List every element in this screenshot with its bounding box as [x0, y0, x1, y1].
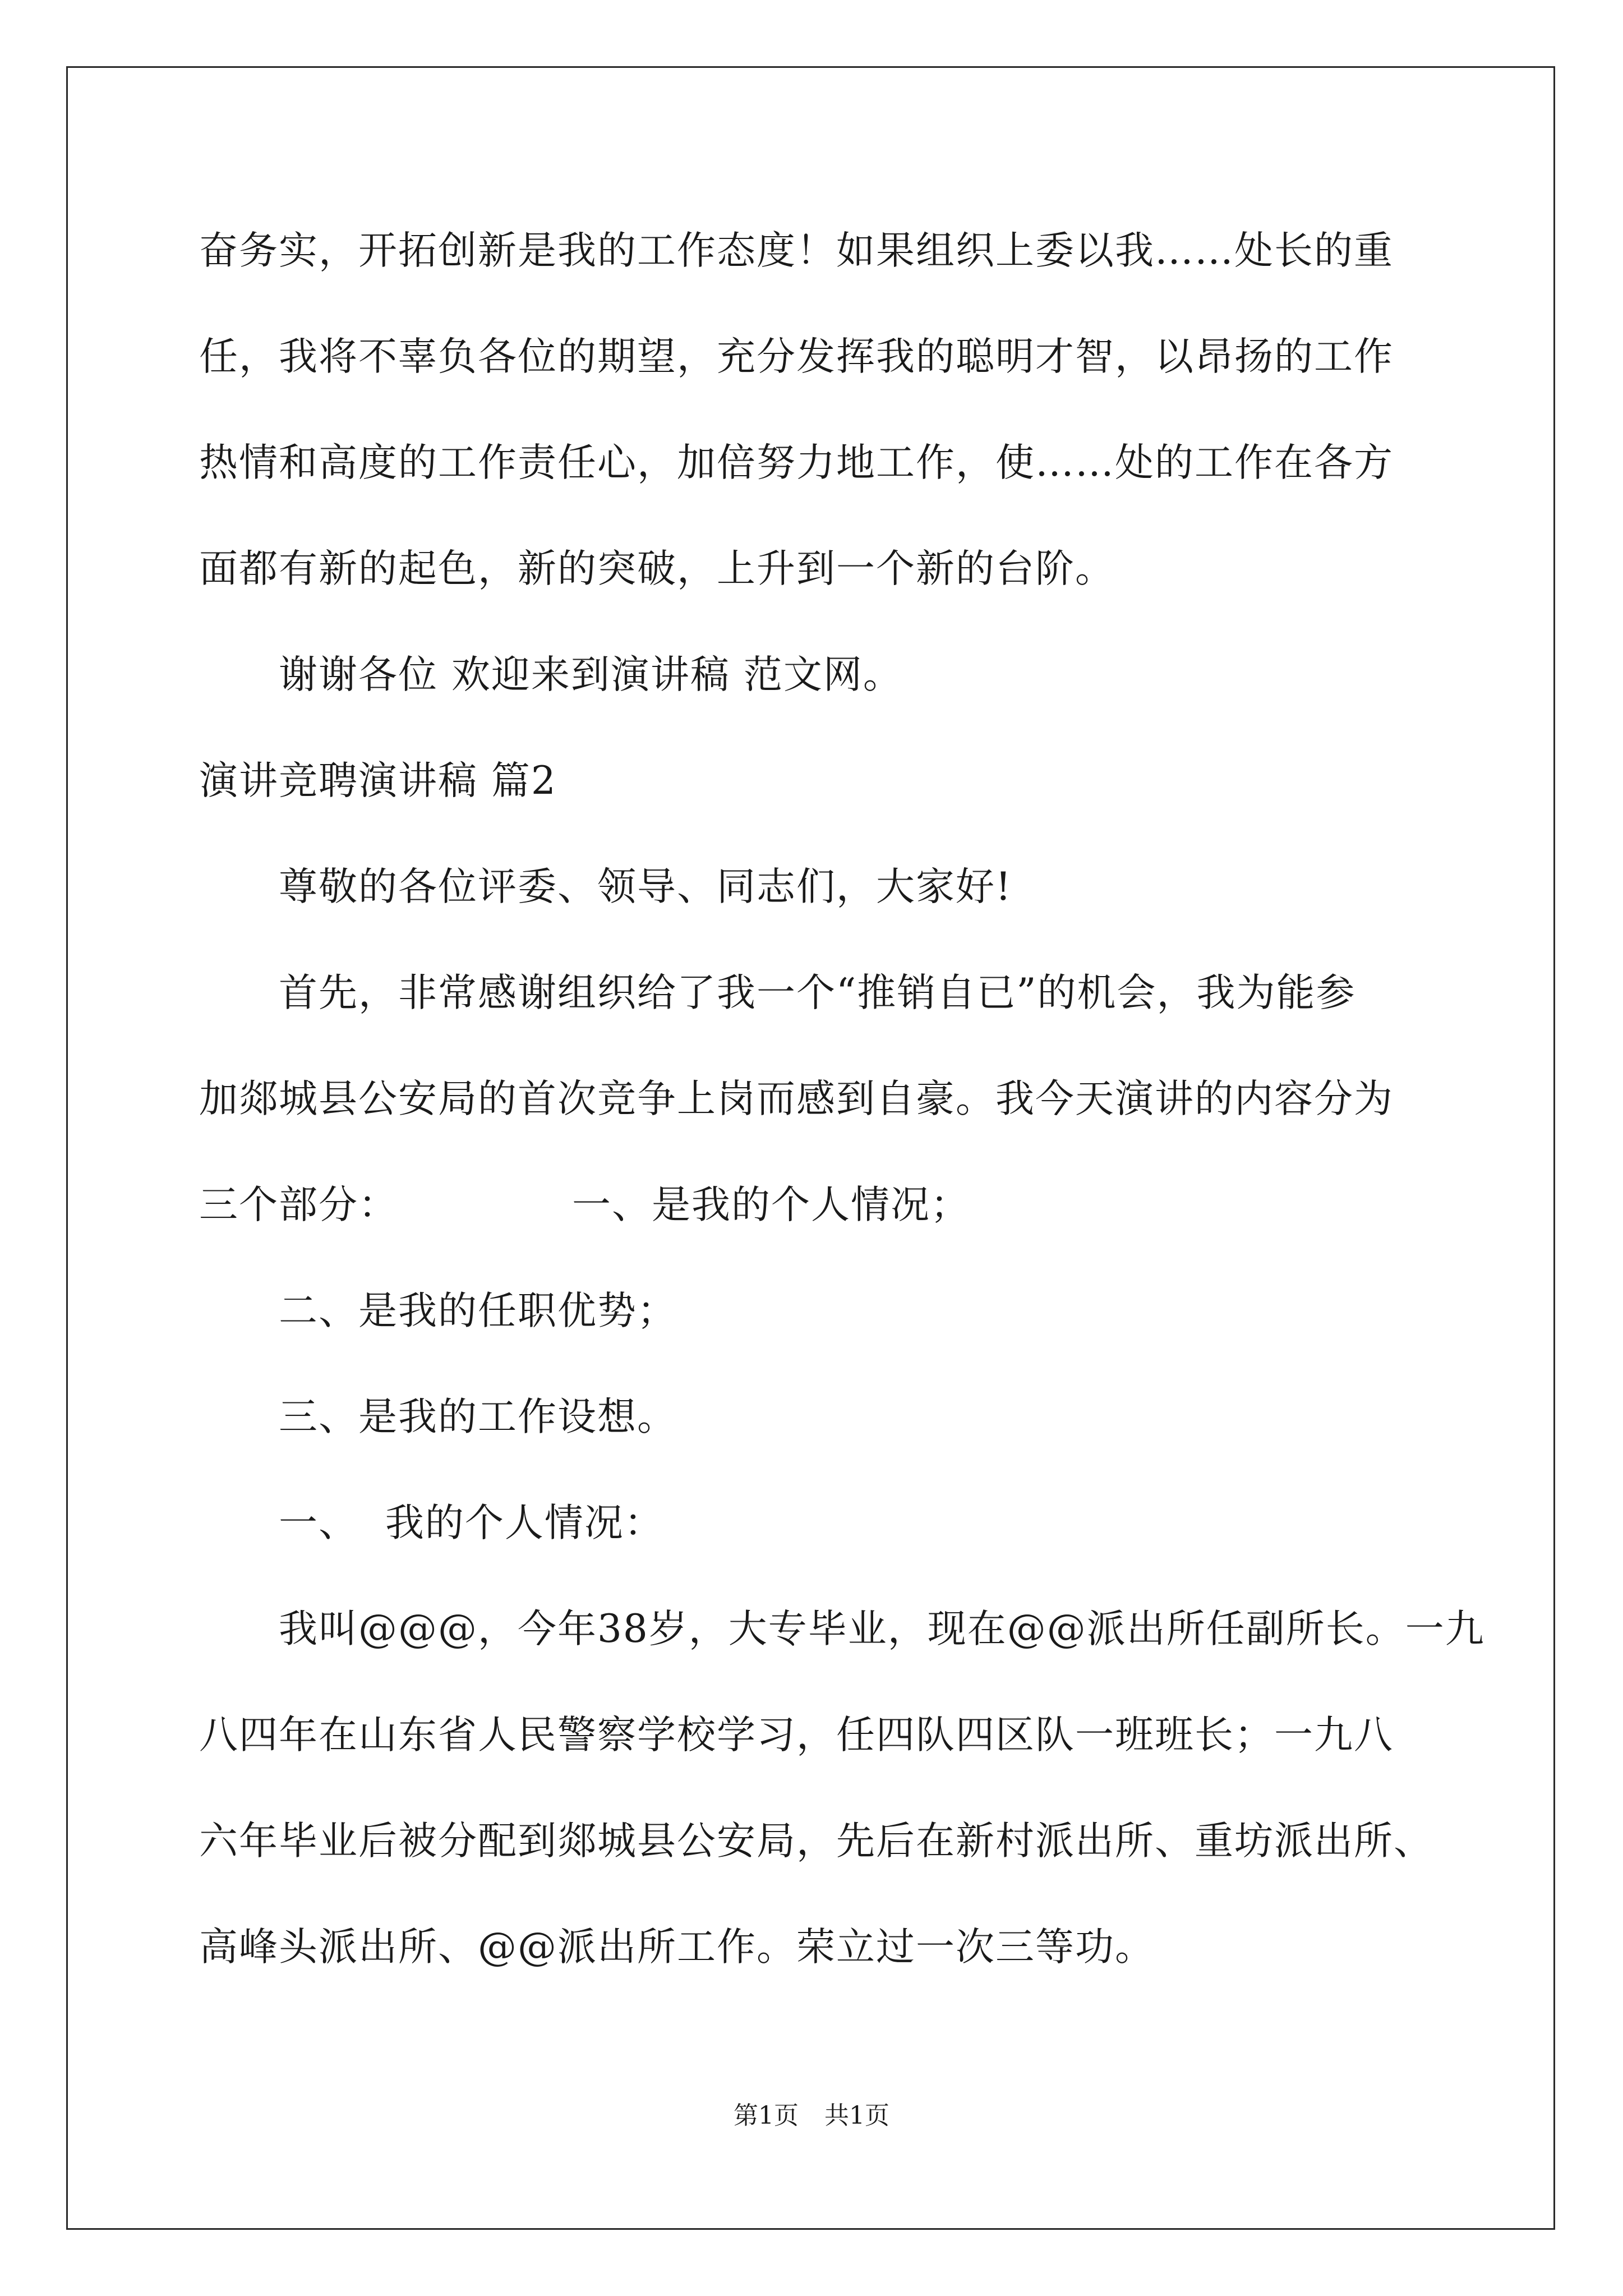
paragraph-line: 奋务实，开拓创新是我的工作态度！如果组织上委以我……处长的重	[199, 228, 1394, 273]
paragraph-line: 任，我将不辜负各位的期望，充分发挥我的聪明才智，以昂扬的工作	[199, 334, 1394, 379]
paragraph-line: 热情和高度的工作责任心，加倍努力地工作，使……处的工作在各方	[199, 440, 1394, 485]
page-footer	[0, 2099, 1623, 2133]
greeting-line: 尊敬的各位评委、领导、同志们，大家好!	[279, 864, 1012, 909]
page-number-total: 共1页	[824, 2101, 889, 2130]
list-item: 二、是我的任职优势；	[279, 1289, 677, 1333]
list-item: 三、是我的工作设想。	[279, 1395, 677, 1439]
paragraph-line: 六年毕业后被分配到郯城县公安局，先后在新村派出所、重坊派出所、	[199, 1819, 1433, 1864]
paragraph-line: 谢谢各位 欢迎来到演讲稿 范文网。	[279, 652, 903, 697]
paragraph-line: 我叫@@@，今年38岁，大专毕业，现在@@派出所任副所长。一九	[279, 1607, 1485, 1651]
paragraph-line	[199, 1163, 1489, 1269]
paragraph-line: 面都有新的起色，新的突破，上升到一个新的台阶。	[199, 546, 1115, 591]
split-line-right: 一、是我的个人情况；	[572, 1182, 970, 1227]
section-heading: 演讲竞聘演讲稿 篇2	[199, 758, 557, 803]
page-number-current: 第1页	[734, 2101, 799, 2130]
document-body	[199, 209, 1489, 2011]
split-line-left: 三个部分：	[199, 1182, 398, 1227]
paragraph-line: 加郯城县公安局的首次竞争上岗而感到自豪。我今天演讲的内容分为	[199, 1076, 1394, 1121]
subsection-heading: 一、 我的个人情况：	[279, 1501, 664, 1545]
paragraph-line: 八四年在山东省人民警察学校学习，任四队四区队一班班长；一九八	[199, 1713, 1394, 1757]
paragraph-line: 首先，非常感谢组织给了我一个“推销自已”的机会，我为能参	[279, 970, 1356, 1015]
paragraph-line: 高峰头派出所、@@派出所工作。荣立过一次三等功。	[199, 1925, 1155, 1970]
